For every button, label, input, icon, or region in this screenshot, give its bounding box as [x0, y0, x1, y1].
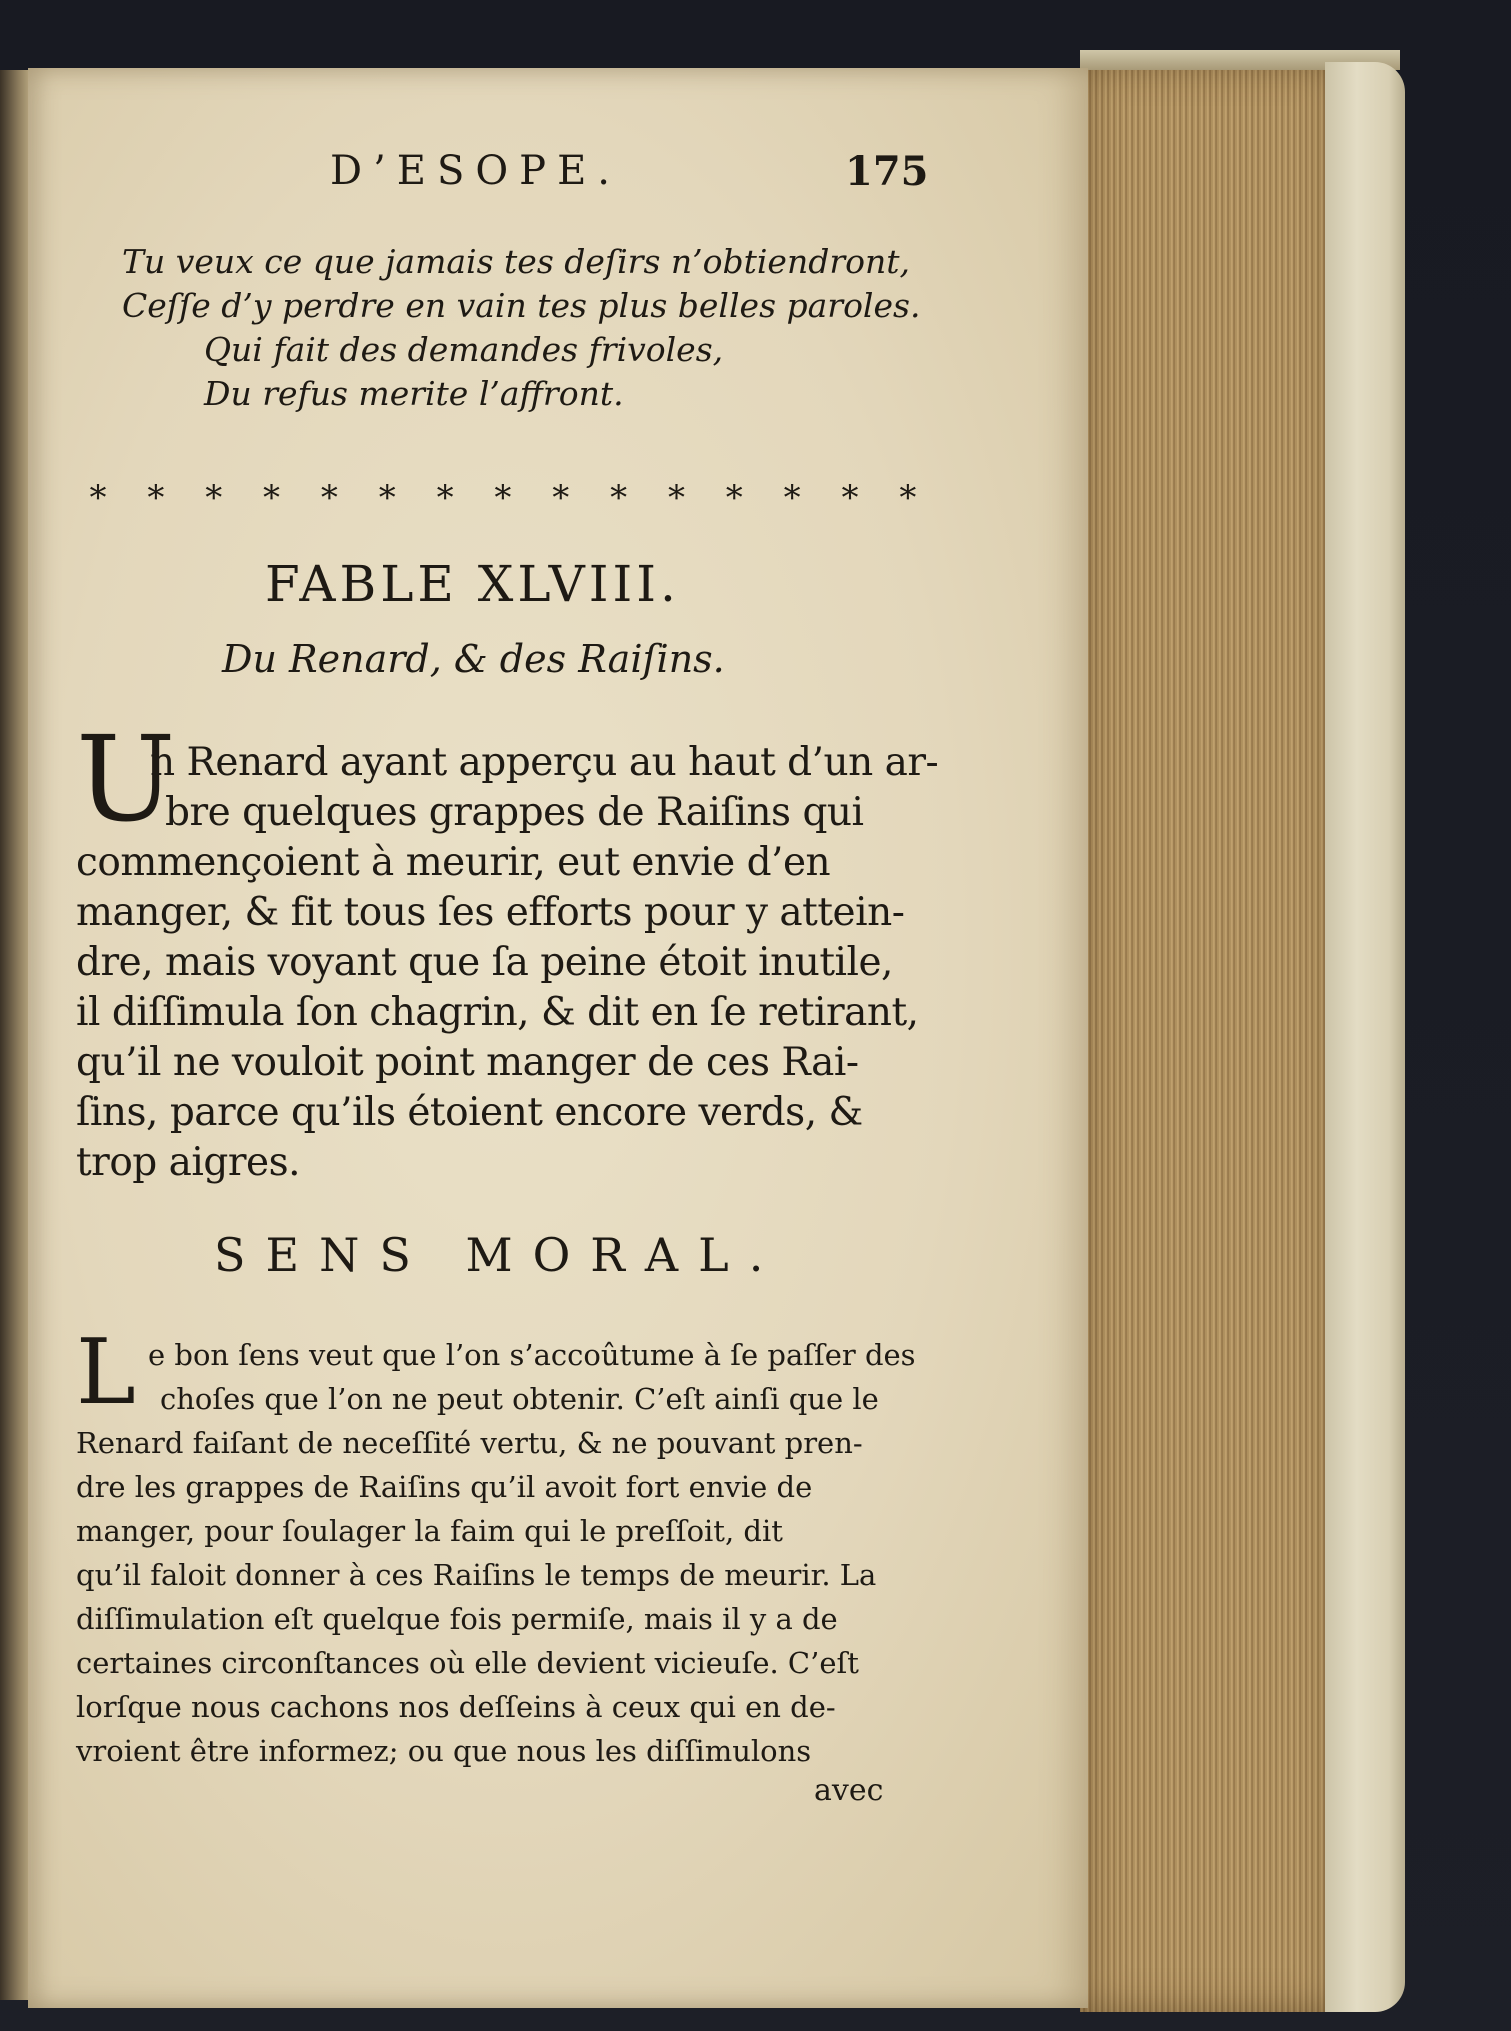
verse-line: Qui fait des demandes frivoles,	[204, 330, 724, 369]
asterisk-ornament: *	[89, 478, 107, 518]
asterisk-ornament: *	[725, 478, 743, 518]
verse-line: Tu veux ce que jamais tes deſirs n’obtiendront,	[122, 242, 910, 281]
book-cover	[1325, 62, 1405, 2012]
fable-line: qu’il ne vouloit point manger de ces Rai-	[76, 1040, 859, 1085]
asterisk-ornament: *	[147, 478, 165, 518]
moral-line: lorſque nous cachons nos deſſeins à ceux qui en de-	[76, 1690, 836, 1724]
running-head: D’ESOPE.	[330, 148, 622, 194]
asterisk-ornament: *	[320, 478, 338, 518]
asterisk-ornament: *	[841, 478, 859, 518]
fable-line: manger, & fit tous ſes efforts pour y attein-	[76, 890, 905, 935]
fable-line: bre quelques grappes de Raiſins qui	[165, 790, 864, 835]
moral-line: dre les grappes de Raiſins qu’il avoit fort envie de	[76, 1470, 813, 1504]
moral-line: Renard faiſant de neceſſité vertu, & ne pouvant pren-	[76, 1426, 863, 1460]
fable-title: FABLE XLVIII.	[265, 555, 680, 613]
moral-line: e bon ſens veut que l’on s’accoûtume à ſe paſſer des	[148, 1338, 916, 1372]
page-number: 175	[845, 148, 929, 195]
fable-line: trop aigres.	[76, 1140, 300, 1185]
asterisk-ornament: *	[436, 478, 454, 518]
book-fore-edge	[1080, 62, 1340, 2012]
asterisk-ornament: *	[783, 478, 801, 518]
fable-line: dre, mais voyant que ſa peine étoit inutile,	[76, 940, 893, 985]
verse-line: Du refus merite l’affront.	[204, 374, 624, 413]
asterisk-ornament: *	[610, 478, 628, 518]
moral-line: choſes que l’on ne peut obtenir. C’eſt ainſi que le	[160, 1382, 879, 1416]
asterisk-ornament: *	[552, 478, 570, 518]
fable-drop-cap: U	[76, 710, 176, 848]
moral-line: certaines circonſtances où elle devient vicieuſe. C’eſt	[76, 1646, 859, 1680]
asterisk-ornament: *	[263, 478, 281, 518]
verse-line: Ceſſe d’y perdre en vain tes plus belles paroles.	[122, 286, 921, 325]
asterisk-ornament: *	[899, 478, 917, 518]
moral-line: vroient être informez; ou que nous les diſſimulons	[76, 1734, 812, 1768]
moral-line: qu’il faloit donner à ces Raiſins le temps de meurir. La	[76, 1558, 877, 1592]
asterisk-ornament: *	[494, 478, 512, 518]
ornament-divider	[78, 478, 928, 518]
fable-line: il diſſimula ſon chagrin, & dit en ſe retirant,	[76, 990, 919, 1035]
moral-drop-cap: L	[76, 1320, 136, 1425]
asterisk-ornament: *	[378, 478, 396, 518]
moral-line: diſſimulation eſt quelque fois permiſe, mais il y a de	[76, 1602, 838, 1636]
moral-heading: SENS MORAL.	[214, 1228, 784, 1282]
fable-line: ſins, parce qu’ils étoient encore verds, &	[76, 1090, 863, 1135]
fable-line: commençoient à meurir, eut envie d’en	[76, 840, 831, 885]
asterisk-ornament: *	[667, 478, 685, 518]
catchword: avec	[814, 1773, 884, 1808]
asterisk-ornament: *	[205, 478, 223, 518]
moral-line: manger, pour ſoulager la faim qui le preſſoit, dit	[76, 1514, 783, 1548]
fable-line: n Renard ayant apperçu au haut d’un ar-	[150, 740, 939, 785]
left-page-edge	[0, 70, 30, 2000]
fable-subtitle: Du Renard, & des Raiſins.	[222, 637, 725, 681]
